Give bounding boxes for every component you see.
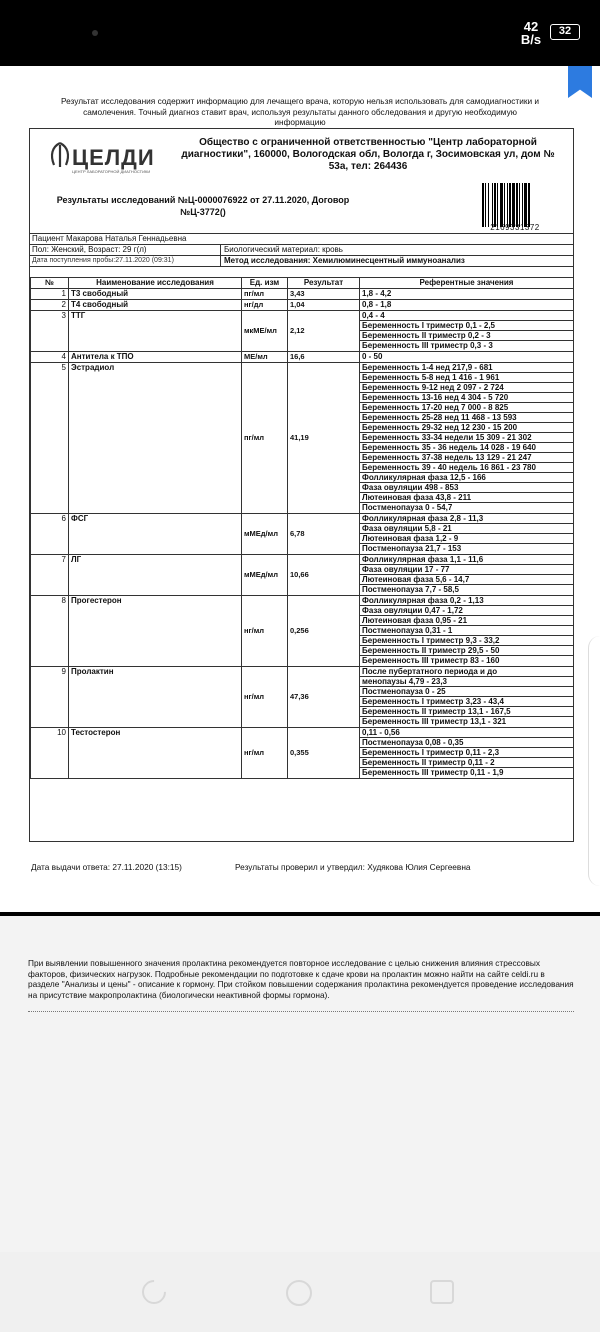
test-name: Прогестерон [69, 596, 242, 667]
battery-icon: 32 [550, 24, 580, 40]
patient-name-row [30, 234, 573, 245]
reference-values [360, 555, 574, 596]
col-header-unit: Ед. изм [242, 278, 288, 289]
test-name: Эстрадиол [69, 363, 242, 514]
camera-dot [92, 30, 98, 36]
test-name: ТТГ [69, 311, 242, 352]
test-result: 0,355 [288, 728, 360, 779]
reference-line: Постменопауза 0,31 - 1 [360, 626, 573, 636]
test-result: 1,04 [288, 300, 360, 311]
test-unit: нг/мл [242, 728, 288, 779]
reference-line: Беременность II триместр 0,11 - 2 [360, 758, 573, 768]
row-number: 10 [31, 728, 69, 779]
reference-line: Беременность 17-20 нед 7 000 - 8 825 [360, 403, 573, 413]
reference-line: Фаза овуляции 5,8 - 21 [360, 524, 573, 534]
reference-line: Беременность 35 - 36 недель 14 028 - 19 640 [360, 443, 573, 453]
test-name: Т3 свободный [69, 289, 242, 300]
reference-line: Постменопауза 0 - 25 [360, 687, 573, 697]
test-result: 41,19 [288, 363, 360, 514]
reference-line: Беременность III триместр 0,11 - 1,9 [362, 768, 504, 777]
test-name: Пролактин [69, 667, 242, 728]
test-unit: нг/мл [242, 667, 288, 728]
reference-line: Лютеиновая фаза 0,95 - 21 [360, 616, 573, 626]
reference-line: Фолликулярная фаза 12,5 - 166 [360, 473, 573, 483]
table-row [31, 289, 574, 300]
method: Метод исследования: Хемилюминесцентный иммуноанализ [224, 256, 465, 265]
document-page[interactable] [0, 66, 600, 916]
reference-values [360, 728, 574, 779]
reference-line: Беременность II триместр 29,5 - 50 [360, 646, 573, 656]
reference-values [360, 667, 574, 728]
reference-line: Лютеиновая фаза 5,6 - 14,7 [360, 575, 573, 585]
date-received: Дата поступления пробы:27.11.2020 (09:31) [32, 257, 174, 264]
row-number: 4 [31, 352, 69, 363]
reference-line: Фаза овуляции 17 - 77 [360, 565, 573, 575]
table-row [31, 555, 574, 596]
results-table [30, 277, 574, 779]
reference-line: 1,8 - 4,2 [362, 289, 392, 298]
reference-line: Беременность 39 - 40 недель 16 861 - 23 780 [360, 463, 573, 473]
table-row [31, 667, 574, 728]
patient-info [30, 233, 573, 267]
row-number: 8 [31, 596, 69, 667]
reference-line: Постменопауза 0 - 54,7 [362, 503, 453, 512]
test-unit: нг/мл [242, 596, 288, 667]
company-info: Общество с ограниченной ответственностью "Центр лабораторной диагностики", 160000, Вологодская обл, Вологда г, Зосимовская ул, дом № 53а, тел: 264436 [181, 137, 555, 172]
test-name: Тестостерон [69, 728, 242, 779]
page-divider [0, 912, 600, 916]
reference-line: Лютеиновая фаза 43,8 - 211 [360, 493, 573, 503]
reference-line: Беременность I триместр 9,3 - 33,2 [360, 636, 573, 646]
reference-line: Фаза овуляции 0,47 - 1,72 [360, 606, 573, 616]
test-unit: мМЕд/мл [242, 555, 288, 596]
barcode-number: 2169331372 [490, 223, 540, 232]
dotted-divider [28, 1011, 574, 1012]
test-name: Т4 свободный [69, 300, 242, 311]
prolactin-note: При выявлении повышенного значения пролактина рекомендуется повторное исследование с целью снижения влияния стрессовых факторов, физических нагрузок. Подробные рекомендации по подготовке к сдаче крови на пролактин можно найти на сайте celdi.ru в разделе "Анализы и цены" - описание к гормону. При стойком повышении содержания пролактина рекомендуется проведение исследования на присутствие макропролактина (биологически неактивной формы гормона). [28, 958, 574, 1000]
reference-values [360, 289, 574, 300]
reference-line: Беременность 33-34 недели 15 309 - 21 302 [360, 433, 573, 443]
reference-values [360, 514, 574, 555]
test-unit: МЕ/мл [242, 352, 288, 363]
logo-icon [48, 141, 72, 169]
test-name: ФСГ [69, 514, 242, 555]
issue-date: Дата выдачи ответа: 27.11.2020 (13:15) [31, 862, 182, 872]
reference-line: Беременность III триместр 0,3 - 3 [362, 341, 493, 350]
status-bar [0, 0, 600, 66]
navigation-bar [0, 1252, 600, 1332]
reference-line: Беременность III триместр 83 - 160 [362, 656, 500, 665]
results-header: Результаты исследований №Ц-0000076922 от 27.11.2020, Договор №Ц-3772() [56, 195, 350, 217]
test-result: 6,78 [288, 514, 360, 555]
patient-sex-age: Пол: Женский, Возраст: 29 г(л) [32, 245, 147, 254]
reference-line: Беременность II триместр 13,1 - 167,5 [360, 707, 573, 717]
table-row [31, 596, 574, 667]
reference-line: Беременность 5-8 нед 1 416 - 1 961 [360, 373, 573, 383]
test-result: 3,43 [288, 289, 360, 300]
reference-line: Беременность 13-16 нед 4 304 - 5 720 [360, 393, 573, 403]
table-row [31, 728, 574, 779]
page-edge [588, 636, 600, 886]
reference-line: Беременность II триместр 0,2 - 3 [360, 331, 573, 341]
reference-line: Беременность 25-28 нед 11 468 - 13 593 [360, 413, 573, 423]
bookmark-icon[interactable] [568, 66, 592, 98]
reference-line: Беременность 37-38 недель 13 129 - 21 247 [360, 453, 573, 463]
row-number: 6 [31, 514, 69, 555]
reference-line: Фолликулярная фаза 2,8 - 11,3 [360, 514, 573, 524]
test-result: 10,66 [288, 555, 360, 596]
col-header-name: Наименование исследования [69, 278, 242, 289]
reference-line: Беременность 9-12 нед 2 097 - 2 724 [360, 383, 573, 393]
reference-line: Постменопауза 21,7 - 153 [362, 544, 462, 553]
col-header-result: Результат [288, 278, 360, 289]
home-icon[interactable] [286, 1280, 312, 1306]
reference-line: Постменопауза 0,08 - 0,35 [360, 738, 573, 748]
reference-line: Лютеиновая фаза 1,2 - 9 [360, 534, 573, 544]
test-result: 47,36 [288, 667, 360, 728]
logo-subtitle: ЦЕНТР ЛАБОРАТОРНОЙ ДИАГНОСТИКИ [72, 169, 151, 174]
verified-by: Результаты проверил и утвердил: Худякова Юлия Сергеевна [235, 862, 471, 872]
patient-name: Пациент Макарова Наталья Геннадьевна [32, 234, 187, 243]
reference-line: Беременность I триместр 0,11 - 2,3 [360, 748, 573, 758]
reference-line: 0,8 - 1,8 [362, 300, 392, 309]
test-unit: мМЕд/мл [242, 514, 288, 555]
test-unit: пг/мл [242, 289, 288, 300]
col-header-num: № [31, 278, 69, 289]
reference-line: Фолликулярная фаза 0,2 - 1,13 [360, 596, 573, 606]
table-row [31, 311, 574, 352]
bio-material: Биологический материал: кровь [224, 245, 343, 254]
test-unit: пг/мл [242, 363, 288, 514]
row-number: 1 [31, 289, 69, 300]
patient-date-row [30, 256, 573, 267]
row-number: 2 [31, 300, 69, 311]
reference-line: Беременность I триместр 3,23 - 43,4 [360, 697, 573, 707]
reference-line: Беременность III триместр 13,1 - 321 [362, 717, 507, 726]
test-name: Антитела к ТПО [69, 352, 242, 363]
reference-line: Беременность I триместр 0,1 - 2,5 [360, 321, 573, 331]
reference-line: 0,4 - 4 [360, 311, 573, 321]
reference-values [360, 300, 574, 311]
recents-icon[interactable] [430, 1280, 454, 1304]
table-row [31, 363, 574, 514]
test-result: 16,6 [288, 352, 360, 363]
reference-line: 0 - 50 [362, 352, 383, 361]
row-number: 9 [31, 667, 69, 728]
row-number: 3 [31, 311, 69, 352]
reference-values [360, 311, 574, 352]
reference-values [360, 363, 574, 514]
reference-line: 0,11 - 0,56 [360, 728, 573, 738]
reference-line: Фаза овуляции 498 - 853 [360, 483, 573, 493]
logo-text: ЦЕЛДИ [72, 145, 155, 170]
reference-values [360, 352, 574, 363]
patient-sex-row [30, 245, 573, 256]
reference-line: Фолликулярная фаза 1,1 - 11,6 [360, 555, 573, 565]
disclaimer-text: Результат исследования содержит информацию для лечащего врача, которую нельзя использовать для самодиагностики и самолечения. Точный диагноз ставит врач, используя результаты данного обследования и другую необходимую информацию [60, 96, 540, 127]
table-row [31, 514, 574, 555]
test-result: 0,256 [288, 596, 360, 667]
row-number: 7 [31, 555, 69, 596]
back-icon[interactable] [137, 1275, 171, 1309]
reference-line: Беременность 29-32 нед 12 230 - 15 200 [360, 423, 573, 433]
test-unit: мкМЕ/мл [242, 311, 288, 352]
lab-report [29, 128, 574, 842]
col-header-ref: Референтные значения [360, 278, 574, 289]
table-row [31, 352, 574, 363]
reference-line: Постменопауза 7,7 - 58,5 [362, 585, 459, 594]
reference-line: Беременность 1-4 нед 217,9 - 681 [360, 363, 573, 373]
reference-values [360, 596, 574, 667]
celdi-logo [46, 135, 186, 177]
test-name: ЛГ [69, 555, 242, 596]
test-result: 2,12 [288, 311, 360, 352]
reference-line: менопаузы 4,79 - 23,3 [360, 677, 573, 687]
reference-line: После пубертатного периода и до [360, 667, 573, 677]
barcode [482, 183, 544, 227]
network-speed: 42 B/s [520, 19, 542, 47]
table-row [31, 300, 574, 311]
table-header-row [31, 278, 574, 289]
row-number: 5 [31, 363, 69, 514]
test-unit: нг/дл [242, 300, 288, 311]
